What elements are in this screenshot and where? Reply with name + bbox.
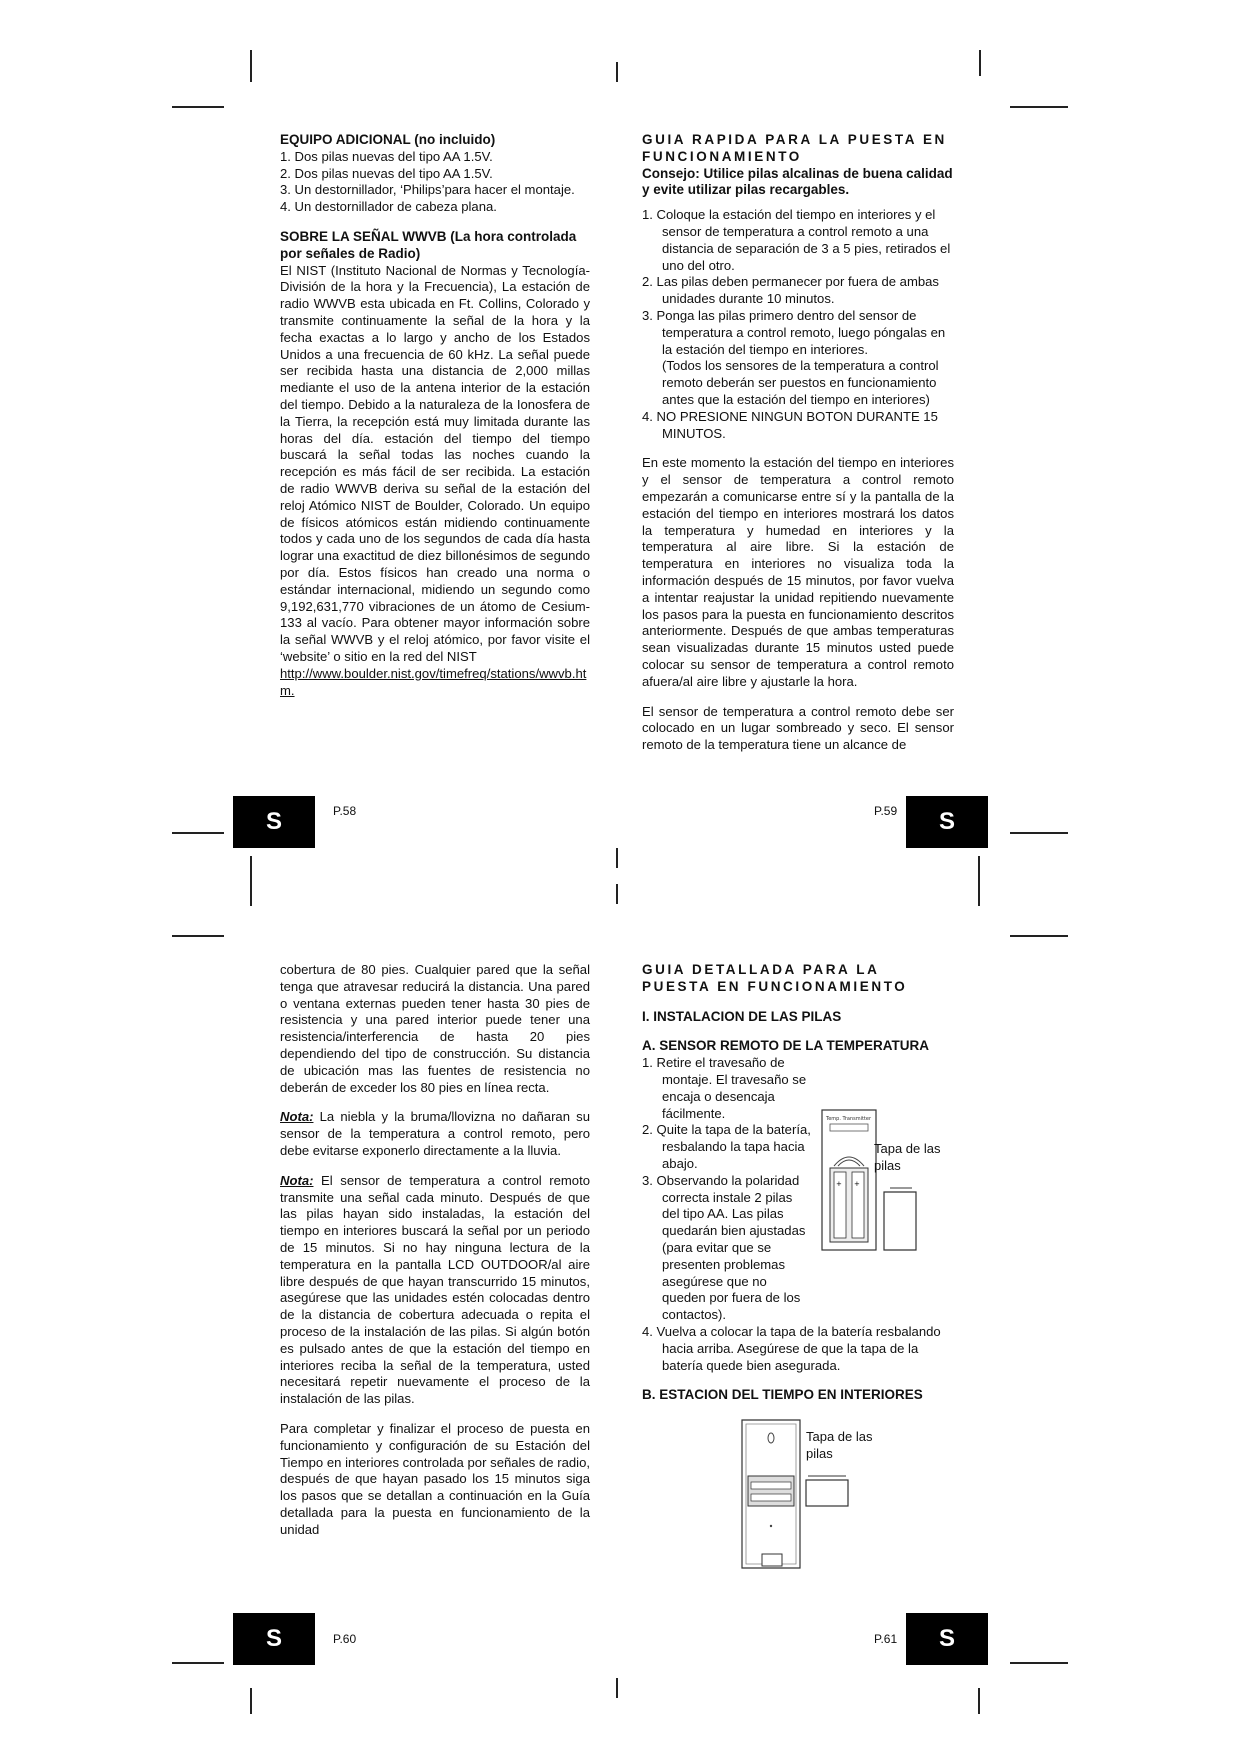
page-number: P.60 <box>333 1632 357 1646</box>
battery-cover-caption: Tapa de las pilas <box>874 1141 941 1173</box>
section-badge: S <box>233 796 315 848</box>
crop-mark <box>1010 832 1068 834</box>
crop-mark <box>1010 1662 1068 1664</box>
para-3: Para completar y finalizar el proceso de puesta en funcionamiento y configuración de su Estación del Tiempo en interiores controlada por señales de radio, después de que hayan pasado los 15 minutos siga los pasos que se detallan a continuación en la Guía detallada para la puesta en funcionamiento de la unidad <box>280 1420 590 1537</box>
section-badge: S <box>906 796 988 848</box>
note-text: El sensor de temperatura a control remoto transmite una señal cada minuto. Después de que las pilas hayan sido instaladas, la estación del tiempo en interiores buscará la señal por un periodo de 15 minutos. Si no hay ninguna lectura de la temperatura en la pantalla LCD OUTDOOR/al aire libre después de que hayan transcurrido 15 minutos, asegúrese que las unidades estén colocadas dentro de la distancia de cobertura adecuada o repita el proceso de la instalación de las pilas. Si algún botón es pulsado antes de que la estación del tiempo en interiores reciba la señal de la temperatura, usted necesitará repetir nuevamente el proceso de la instalación de las pilas. <box>280 1172 590 1407</box>
note-label: Nota: <box>280 1172 314 1188</box>
crop-mark <box>616 62 618 82</box>
heading-instalacion: I. INSTALACION DE LAS PILAS <box>642 1008 842 1024</box>
page-number: P.59 <box>874 804 898 818</box>
list-item: 3. Observando la polaridad correcta instale 2 pilas del tipo AA. Las pilas quedarán bien ajustadas (para evitar que se presenten problemas asegúrese que no queden por fuera de los contactos). <box>642 1172 806 1323</box>
list-item: 1. Dos pilas nuevas del tipo AA 1.5V. <box>280 148 493 164</box>
section-badge: S <box>906 1613 988 1665</box>
heading-guia-rapida: GUIA RAPIDA PARA LA PUESTA EN FUNCIONAMIENTO <box>642 132 947 164</box>
heading-sensor-remoto: A. SENSOR REMOTO DE LA TEMPERATURA <box>642 1038 930 1054</box>
list-item: 1. Retire el travesaño de montaje. El travesaño se encaja o desencaja fácilmente. <box>642 1055 807 1121</box>
crop-mark <box>172 935 224 937</box>
svg-text:+: + <box>836 1180 842 1188</box>
list-item: 2. Quite la tapa de la batería, resbalando la tapa hacia abajo. <box>642 1122 811 1171</box>
list-item: 3. Un destornillador, ‘Philips’para hacer el montaje. <box>280 182 575 198</box>
list-item: 2. Las pilas deben permanecer por fuera de ambas unidades durante 10 minutos. <box>642 274 939 307</box>
crop-mark <box>616 848 618 868</box>
page-number: P.61 <box>874 1632 898 1646</box>
para-1: En este momento la estación del tiempo en interiores y el sensor de temperatura a control remoto empezarán a comunicarse entre sí y la pantalla de la estación del tiempo en interiores mostrará los datos la temperatura y humedad en interiores y la temperatura al aire libre. Si la estación de temperatura en interiores no visualiza toda la información después de 15 minutos, por favor vuelva a intentar reajustar la unidad repitiendo nuevamente los pasos para la puesta en funcionamiento descritos anteriormente. Después de que ambas temperaturas sean visualizadas durante 15 minutos usted puede colocar su sensor de temperatura a control remoto afuera/al aire libre y ajustarle la hora. <box>642 455 954 689</box>
list-item: 4. NO PRESIONE NINGUN BOTON DURANTE 15 MINUTOS. <box>642 408 938 441</box>
page-58-column <box>280 132 590 699</box>
crop-mark <box>172 106 224 108</box>
page-59-column <box>642 132 954 754</box>
crop-mark <box>250 50 252 82</box>
note-2 <box>280 1173 590 1408</box>
note-label: Nota: <box>280 1109 314 1125</box>
wwvb-body: El NIST (Instituto Nacional de Normas y Tecnología-División de la hora y la Frecuencia), La estación de radio WWVB esta ubicada en Ft. Collins, Colorado y transmite continuamente la señal de la hora y la fecha exactas a lo largo y ancho de los Estados Unidos a una frecuencia de 60 kHz. La señal puede ser recibida hasta una distancia de 2,000 millas mediante el uso de la antena interior de la estación del tiempo. Debido a la naturaleza de la Ionosfera de la Tierra, la recepción está muy limitada durante las horas del día. estación del tiempo del tiempo buscará la señal todas las noches cuando la recepción es más fácil de ser recibida. La estación de radio WWVB deriva su señal de la estación del reloj Atómico NIST de Boulder, Colorado. Un equipo de físicos atómicos están midiendo continuamente todos y cada uno de los segundos de cada día hasta lograr una exactitud de diez billonésimos de segundo por día. Estos físicos han creado una norma o estándar internacional, midiendo un segundo como 9,192,631,770 vibraciones de un átomo de Cesium-133 al vacío. Para obtener mayor información sobre la señal WWVB y el reloj atómico, por favor visite el ‘website’ o sitio en la red del NIST <box>280 262 590 664</box>
heading-guia-detallada: GUIA DETALLADA PARA LA PUESTA EN FUNCIONAMIENTO <box>642 962 908 994</box>
station-cover-caption: Tapa de las pilas <box>806 1429 873 1461</box>
crop-mark <box>978 1688 980 1714</box>
heading-equipo: EQUIPO ADICIONAL (no incluido) <box>280 132 496 147</box>
crop-mark <box>978 856 980 906</box>
svg-text:+: + <box>854 1180 860 1188</box>
heading-estacion: B. ESTACION DEL TIEMPO EN INTERIORES <box>642 1387 923 1403</box>
crop-mark <box>979 50 981 76</box>
crop-mark <box>616 1678 618 1698</box>
crop-mark <box>250 856 252 906</box>
sensor-steps <box>642 1055 812 1324</box>
list-note: (Todos los sensores de la temperatura a control remoto deberán ser puestos en funcionamiento antes que la estación del tiempo en interiores) <box>662 358 939 407</box>
crop-mark <box>172 1662 224 1664</box>
para-1: cobertura de 80 pies. Cualquier pared que la señal tenga que atravesar reducirá la distancia. Una pared o ventana externas pueden tener hasta 30 pies de resistencia y una pared interior puede tener una resistencia/interferencia de hasta 20 pies dependiendo del tipo de construcción. Su distancia de ubicación mas las fuentes de resistencia no deberán de exceder los 80 pies en línea recta. <box>280 962 590 1095</box>
list-item: 4. Un destornillador de cabeza plana. <box>280 199 497 215</box>
crop-mark <box>172 832 224 834</box>
list-item: 2. Dos pilas nuevas del tipo AA 1.5V. <box>280 165 493 181</box>
crop-mark <box>1010 935 1068 937</box>
transmitter-label: Temp. Transmitter <box>826 1116 872 1122</box>
list-item: 3. Ponga las pilas primero dentro del sensor de temperatura a control remoto, luego póngalas en la estación del tiempo en interiores. <box>642 307 946 357</box>
section-badge: S <box>233 1613 315 1665</box>
para-2: El sensor de temperatura a control remoto debe ser colocado en un lugar sombreado y seco. El sensor remoto de la temperatura tiene un alcance de <box>642 703 954 753</box>
page-number: P.58 <box>333 804 357 818</box>
page-60-column <box>280 962 590 1539</box>
crop-mark <box>1010 106 1068 108</box>
list-item: 1. Coloque la estación del tiempo en interiores y el sensor de temperatura a control remoto a una distancia de separación de 3 a 5 pies, retirados el uno del otro. <box>642 207 951 273</box>
list-item: 4. Vuelva a colocar la tapa de la batería resbalando hacia arriba. Asegúrese de que la tapa de la batería quede bien asegurada. <box>642 1323 941 1373</box>
heading-wwvb: SOBRE LA SEÑAL WWVB (La hora controlada por señales de Radio) <box>280 228 577 261</box>
nist-link[interactable]: http://www.boulder.nist.gov/timefreq/stations/wwvb.htm. <box>280 665 587 698</box>
crop-mark <box>616 884 618 904</box>
tip-text: Consejo: Utilice pilas alcalinas de buena calidad y evite utilizar pilas recargables. <box>642 165 953 198</box>
crop-mark <box>250 1688 252 1714</box>
note-1 <box>280 1109 590 1159</box>
sensor-battery-figure <box>820 1106 920 1256</box>
note-text: La niebla y la bruma/llovizna no dañaran su sensor de la temperatura a control remoto, pero debe evitarse exponerlo directamente a la lluvia. <box>280 1109 590 1158</box>
